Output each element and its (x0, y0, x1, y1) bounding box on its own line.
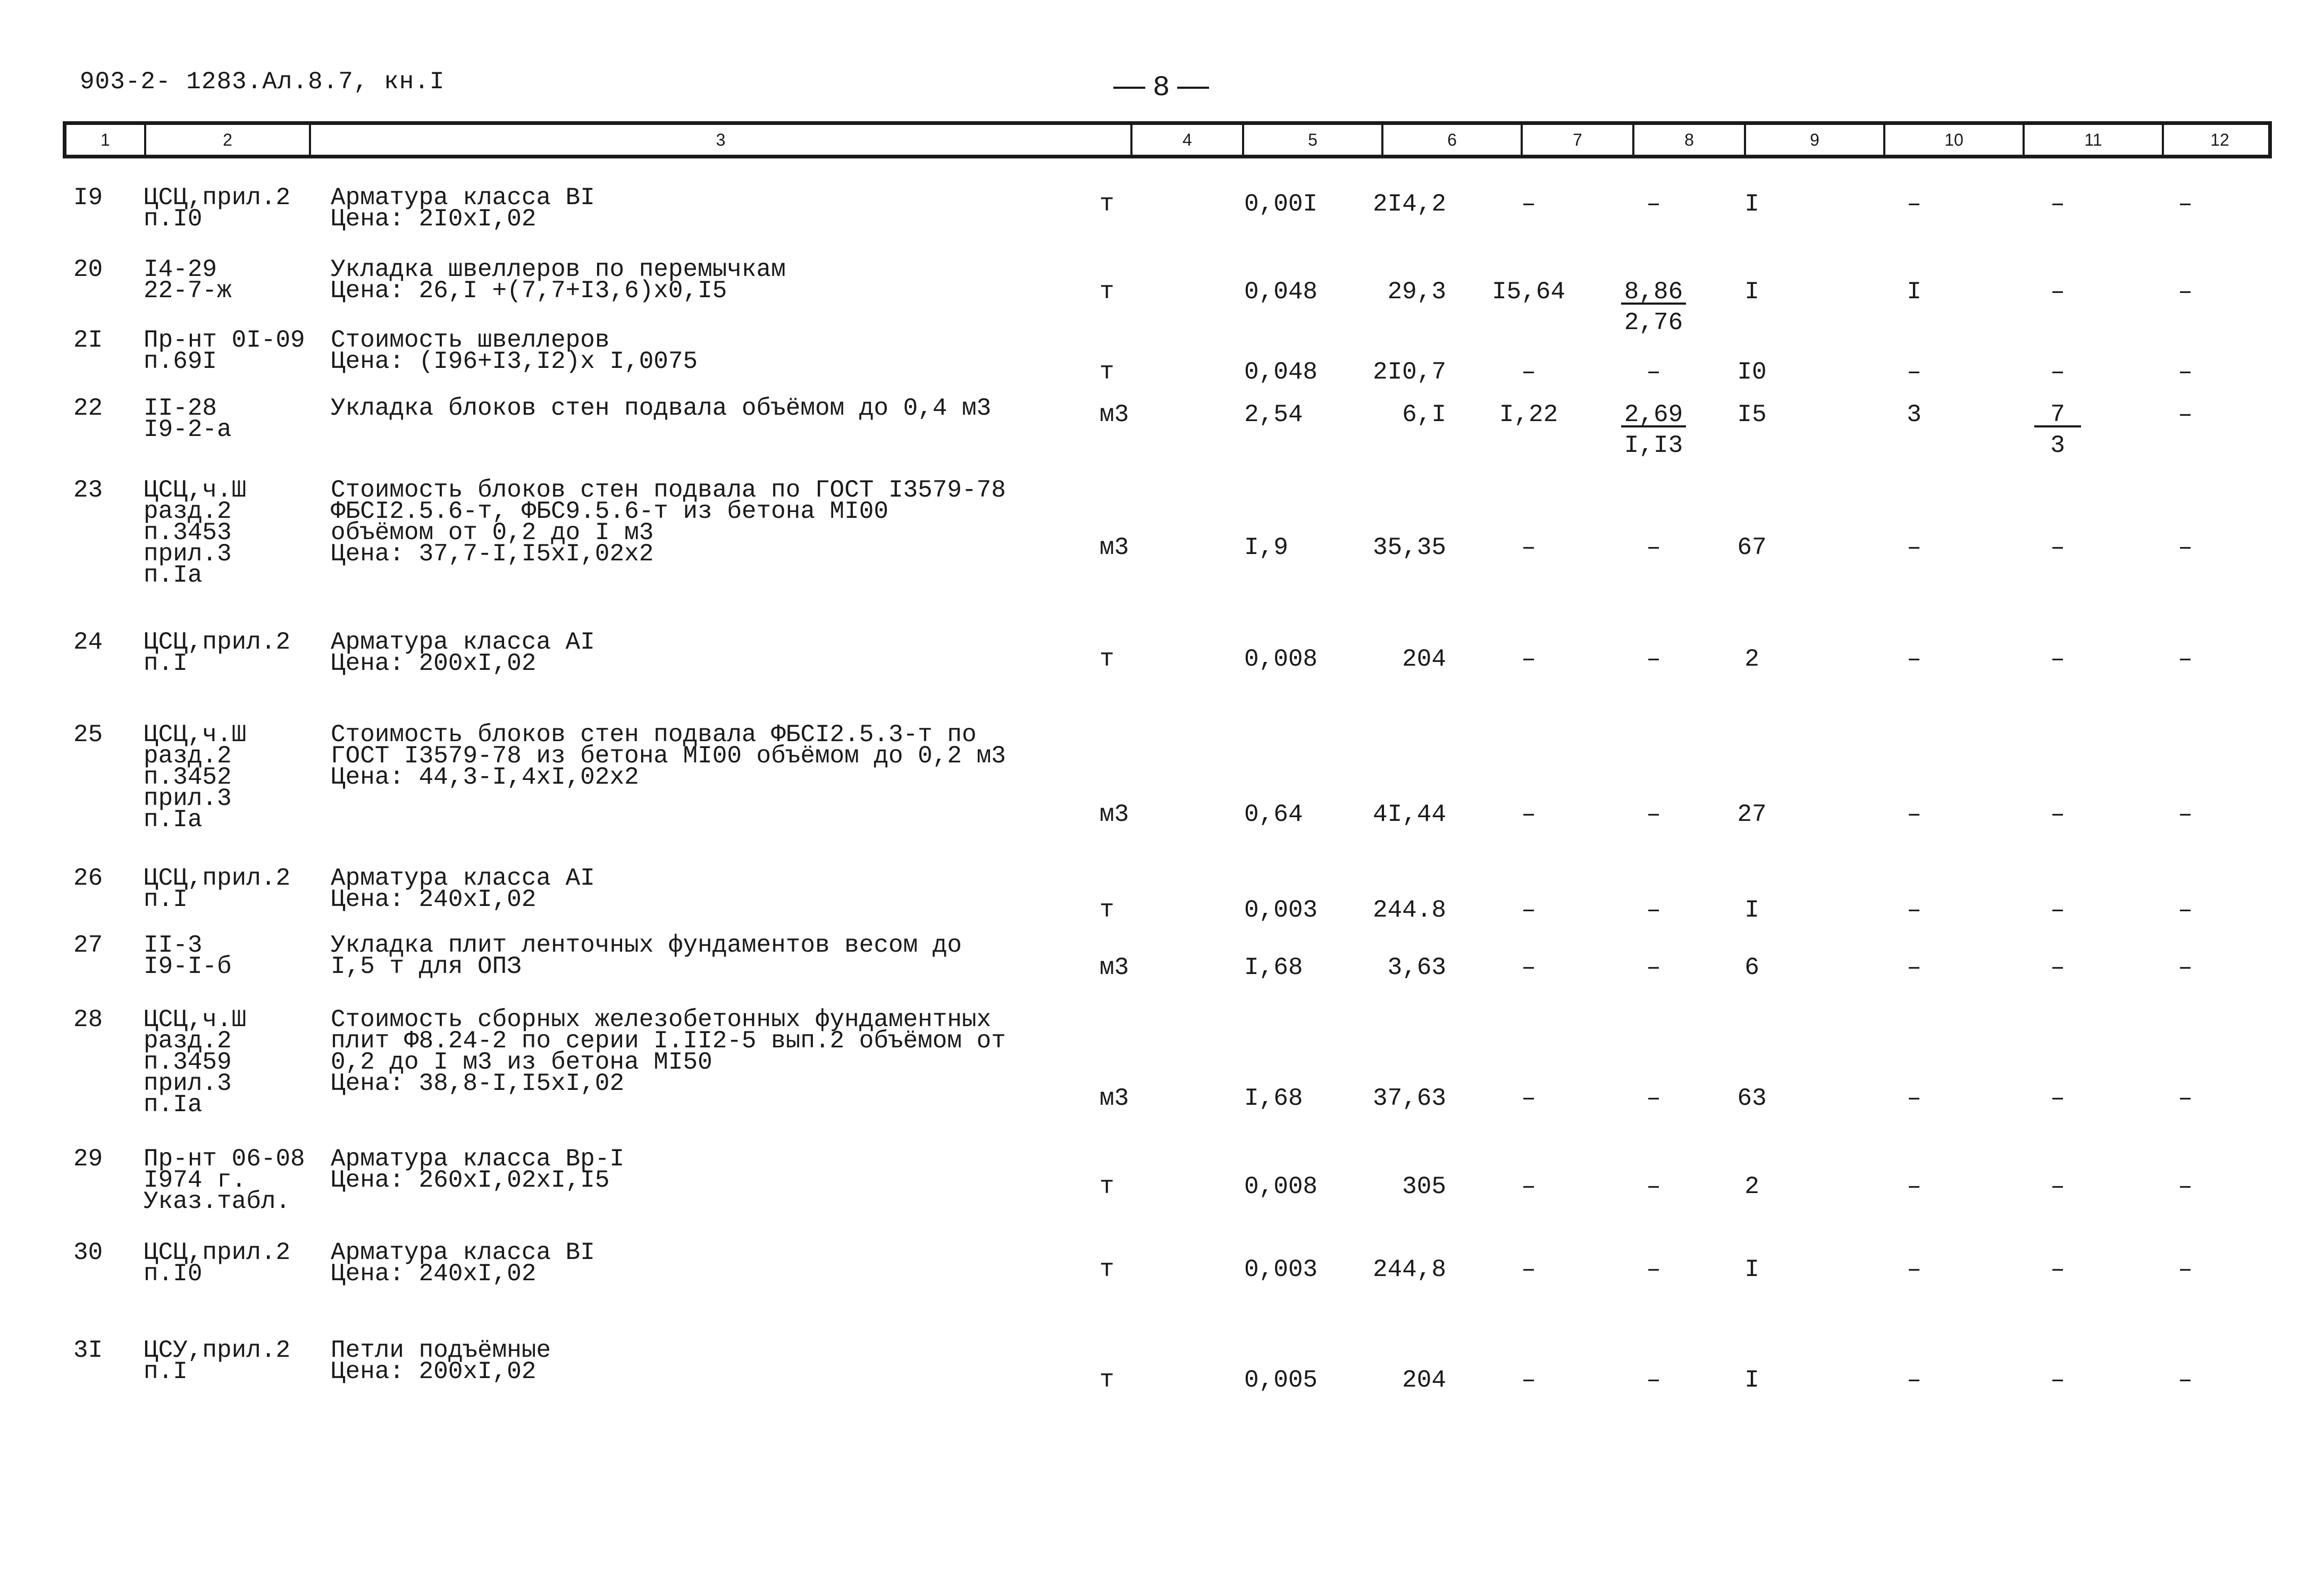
column-7-value: – (1521, 1085, 1536, 1112)
column-11-value: – (2050, 1173, 2065, 1200)
unit-price: 4I,44 (1372, 801, 1446, 828)
column-10-value: – (1907, 190, 1922, 218)
unit-price: 204 (1402, 645, 1446, 673)
column-7-value: – (1521, 190, 1536, 218)
unit: м3 (1100, 401, 1129, 429)
column-8-value: – (1646, 1173, 1661, 1200)
unit-price: 2I4,2 (1372, 190, 1446, 218)
column-8-value: – (1646, 190, 1661, 218)
column-7-value: I,22 (1499, 401, 1558, 429)
row-number: 20 (73, 256, 103, 283)
row-number: 2I (73, 326, 103, 354)
unit: м3 (1100, 801, 1129, 828)
column-11-value: – (2050, 278, 2065, 306)
column-11-value: – (2050, 954, 2065, 981)
column-header-3: 3 (311, 125, 1132, 155)
work-description: Арматура класса AI Цена: 240xI,02 (331, 864, 595, 913)
column-9-value: 27 (1737, 801, 1767, 828)
unit-price: 244,8 (1372, 1256, 1446, 1283)
unit-price: 29,3 (1387, 278, 1446, 306)
column-9-value: 2 (1744, 645, 1759, 673)
column-8-value: – (1646, 1366, 1661, 1394)
column-9-value: I (1744, 1256, 1759, 1283)
reference-code: Пр-нт 06-08 I974 г. Указ.табл. (144, 1145, 305, 1215)
column-9-value: 67 (1737, 534, 1767, 561)
column-10-value: 3 (1907, 401, 1922, 429)
column-7-value: – (1521, 1366, 1536, 1394)
quantity: I,9 (1244, 534, 1288, 561)
column-10-value: – (1907, 954, 1922, 981)
column-header-7: 7 (1523, 125, 1634, 155)
reference-code: II-28 I9-2-а (144, 394, 232, 443)
column-11-denominator: 3 (2050, 432, 2065, 459)
work-description: Укладка швеллеров по перемычкам Цена: 26,I +(7,7+I3,6)x0,I5 (331, 256, 786, 305)
unit-price: 3,63 (1387, 954, 1446, 981)
reference-code: Пр-нт 0I-09 п.69I (144, 326, 305, 375)
unit: т (1100, 1256, 1114, 1283)
work-description: Арматура класса BI Цена: 2I0xI,02 (331, 184, 595, 233)
column-11-value: – (2050, 1366, 2065, 1394)
quantity: 0,00I (1244, 190, 1318, 218)
column-9-value: 6 (1744, 954, 1759, 981)
column-11-value: – (2050, 801, 2065, 828)
unit-price: 37,63 (1372, 1085, 1446, 1112)
unit-price: 6,I (1402, 401, 1446, 429)
row-number: I9 (73, 184, 103, 212)
column-8-numerator: 2,69 (1621, 404, 1686, 427)
unit-price: 35,35 (1372, 534, 1446, 561)
work-description: Укладка плит ленточных фундаментов весом до I,5 т для ОПЗ (331, 931, 962, 980)
work-description: Стоимость блоков стен подвала ФБСI2.5.3-т по ГОСТ I3579-78 из бетона МI00 объёмом до 0,2 м3 Цена: 44,3-I,4xI,02x2 (331, 721, 1006, 791)
column-9-value: I (1744, 1366, 1759, 1394)
column-10-value: – (1907, 645, 1922, 673)
unit: т (1100, 190, 1114, 218)
column-9-value: I5 (1737, 401, 1767, 429)
work-description: Арматура класса Вр-I Цена: 260xI,02xI,I5 (331, 1145, 625, 1194)
column-12-value: – (2178, 278, 2193, 306)
unit: т (1100, 1366, 1114, 1394)
quantity: 0,048 (1244, 278, 1318, 306)
quantity: 0,048 (1244, 358, 1318, 386)
column-9-value: I (1744, 190, 1759, 218)
column-8-value: – (1646, 801, 1661, 828)
column-12-value: – (2178, 1173, 2193, 1200)
column-12-value: – (2178, 801, 2193, 828)
column-10-value: I (1907, 278, 1922, 306)
column-header-2: 2 (146, 125, 311, 155)
column-header-1: 1 (66, 125, 146, 155)
column-8-value: – (1646, 358, 1661, 386)
column-12-value: – (2178, 358, 2193, 386)
column-11-value: – (2050, 645, 2065, 673)
column-7-value: – (1521, 645, 1536, 673)
column-9-value: 63 (1737, 1085, 1767, 1112)
column-7-value: – (1521, 954, 1536, 981)
column-12-value: – (2178, 401, 2193, 429)
unit: т (1100, 645, 1114, 673)
column-7-value: – (1521, 534, 1536, 561)
column-12-value: – (2178, 1366, 2193, 1394)
column-11-value: – (2050, 358, 2065, 386)
row-number: 28 (73, 1006, 103, 1034)
row-number: 27 (73, 931, 103, 959)
column-header-5: 5 (1244, 125, 1383, 155)
column-12-value: – (2178, 954, 2193, 981)
column-10-value: – (1907, 896, 1922, 924)
column-header-4: 4 (1132, 125, 1244, 155)
reference-code: ЦСЦ,прил.2 п.I0 (144, 184, 291, 233)
reference-code: ЦСЦ,прил.2 п.I (144, 864, 291, 913)
column-8-denominator: 2,76 (1624, 309, 1683, 337)
row-number: 26 (73, 864, 103, 892)
unit: т (1100, 1173, 1114, 1200)
quantity: 0,003 (1244, 896, 1318, 924)
column-8-value: – (1646, 1256, 1661, 1283)
column-11-value: – (2050, 534, 2065, 561)
column-9-value: I0 (1737, 358, 1767, 386)
column-header-8: 8 (1634, 125, 1746, 155)
column-10-value: – (1907, 534, 1922, 561)
reference-code: ЦСЦ,ч.Ш разд.2 п.3459 прил.3 п.Iа (144, 1006, 247, 1119)
column-9-value: I (1744, 896, 1759, 924)
column-10-value: – (1907, 1085, 1922, 1112)
reference-code: ЦСУ,прил.2 п.I (144, 1337, 291, 1386)
column-7-value: – (1521, 801, 1536, 828)
page-number: 8 (1106, 72, 1216, 104)
column-11-value: – (2050, 1256, 2065, 1283)
quantity: 0,003 (1244, 1256, 1318, 1283)
column-9-value: 2 (1744, 1173, 1759, 1200)
unit: т (1100, 278, 1114, 306)
column-10-value: – (1907, 1256, 1922, 1283)
column-header-10: 10 (1885, 125, 2025, 155)
column-7-value: – (1521, 896, 1536, 924)
unit-price: 2I0,7 (1372, 358, 1446, 386)
column-11-value: – (2050, 1085, 2065, 1112)
column-11-value: – (2050, 190, 2065, 218)
unit: т (1100, 896, 1114, 924)
column-11-value (2015, 401, 2100, 459)
reference-code: II-3 I9-I-б (144, 931, 232, 980)
unit-price: 244.8 (1372, 896, 1446, 924)
column-header-9: 9 (1746, 125, 1885, 155)
quantity: 0,64 (1244, 801, 1303, 828)
work-description: Арматура класса BI Цена: 240xI,02 (331, 1239, 595, 1288)
column-12-value: – (2178, 190, 2193, 218)
row-number: 22 (73, 394, 103, 422)
column-8-value: – (1646, 954, 1661, 981)
unit-price: 204 (1402, 1366, 1446, 1394)
column-8-value (1606, 401, 1701, 459)
column-10-value: – (1907, 1366, 1922, 1394)
reference-code: I4-29 22-7-ж (144, 256, 232, 305)
column-header-12: 12 (2210, 130, 2229, 149)
column-10-value: – (1907, 1173, 1922, 1200)
column-8-value (1606, 278, 1701, 337)
quantity: 0,008 (1244, 645, 1318, 673)
reference-code: ЦСЦ,ч.Ш разд.2 п.3452 прил.3 п.Iа (144, 721, 247, 834)
column-header-6: 6 (1383, 125, 1523, 155)
column-12-value: – (2178, 1085, 2193, 1112)
column-8-value: – (1646, 645, 1661, 673)
unit: м3 (1100, 954, 1129, 981)
column-10-value: – (1907, 358, 1922, 386)
unit: м3 (1100, 1085, 1129, 1112)
row-number: 24 (73, 628, 103, 656)
column-7-value: I5,64 (1491, 278, 1566, 306)
column-8-numerator: 8,86 (1621, 281, 1686, 305)
work-description: Стоимость сборных железобетонных фундаментных плит Ф8.24-2 по серии I.II2-5 вып.2 объёмом от 0,2 до I м3 из бетона МI50 Цена: 38,8-I,I5xI,02 (331, 1006, 1006, 1097)
unit: м3 (1100, 534, 1129, 561)
column-8-denominator: I,I3 (1624, 432, 1683, 459)
column-8-value: – (1646, 1085, 1661, 1112)
column-header-row (63, 121, 2272, 158)
row-number: 23 (73, 476, 103, 504)
column-9-value: I (1744, 278, 1759, 306)
column-11-numerator: 7 (2034, 404, 2081, 427)
column-header-11: 11 (2025, 125, 2164, 155)
column-7-value: – (1521, 1256, 1536, 1283)
work-description: Укладка блоков стен подвала объёмом до 0,4 м3 (331, 394, 992, 422)
row-number: 3I (73, 1337, 103, 1364)
column-10-value: – (1907, 801, 1922, 828)
row-number: 30 (73, 1239, 103, 1266)
row-number: 25 (73, 721, 103, 749)
unit-price: 305 (1402, 1173, 1446, 1200)
column-7-value: – (1521, 1173, 1536, 1200)
work-description: Арматура класса AI Цена: 200xI,02 (331, 628, 595, 677)
reference-code: ЦСЦ,прил.2 п.I (144, 628, 291, 677)
quantity: I,68 (1244, 1085, 1303, 1112)
quantity: I,68 (1244, 954, 1303, 981)
document-code: 903-2- 1283.Ал.8.7, кн.I (80, 68, 445, 96)
column-12-value: – (2178, 534, 2193, 561)
unit: т (1100, 358, 1114, 386)
column-12-value: – (2178, 645, 2193, 673)
column-7-value: – (1521, 358, 1536, 386)
column-8-value: – (1646, 534, 1661, 561)
work-description: Петли подъёмные Цена: 200xI,02 (331, 1337, 551, 1386)
row-number: 29 (73, 1145, 103, 1173)
quantity: 0,008 (1244, 1173, 1318, 1200)
column-12-value: – (2178, 896, 2193, 924)
reference-code: ЦСЦ,ч.Ш разд.2 п.3453 прил.3 п.Iа (144, 476, 247, 589)
column-8-value: – (1646, 896, 1661, 924)
column-11-value: – (2050, 896, 2065, 924)
column-12-value: – (2178, 1256, 2193, 1283)
work-description: Стоимость швеллеров Цена: (I96+I3,I2)x I,0075 (331, 326, 698, 375)
work-description: Стоимость блоков стен подвала по ГОСТ I3579-78 ФБСI2.5.6-т, ФБС9.5.6-т из бетона МI00 объёмом от 0,2 до I м3 Цена: 37,7-I,I5xI,02x2 (331, 476, 1006, 568)
reference-code: ЦСЦ,прил.2 п.I0 (144, 1239, 291, 1288)
quantity: 0,005 (1244, 1366, 1318, 1394)
quantity: 2,54 (1244, 401, 1303, 429)
